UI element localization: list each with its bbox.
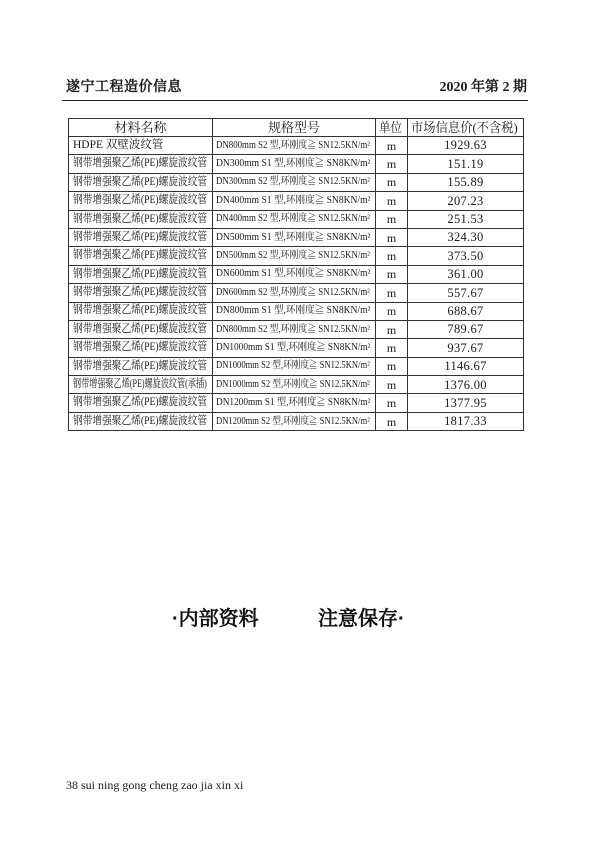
unit-cell <box>376 155 408 173</box>
material-name-cell <box>69 357 213 375</box>
price-cell <box>408 137 524 155</box>
material-name-cell-text: 钢带增强聚乙烯(PE)螺旋波纹管(承插) <box>73 378 207 391</box>
spec-cell <box>213 394 376 412</box>
price-cell <box>408 320 524 338</box>
material-name-cell <box>69 302 213 320</box>
spec-cell-text: DN600mm S1 型,环刚度≧ SN8KN/m² <box>216 268 371 280</box>
table-row <box>69 357 524 375</box>
spec-cell-text: DN1200mm S1 型,环刚度≧ SN8KN/m² <box>216 397 371 409</box>
spec-cell-text: DN400mm S2 型,环刚度≧ SN12.5KN/m² <box>216 213 370 225</box>
unit-cell <box>376 265 408 283</box>
table-body <box>69 137 524 431</box>
table-row <box>69 247 524 265</box>
material-name-cell-text: 钢带增强聚乙烯(PE)螺旋波纹管 <box>73 230 208 243</box>
price-cell <box>408 173 524 191</box>
unit-cell-text: m <box>386 230 397 245</box>
material-name-cell-text: 钢带增强聚乙烯(PE)螺旋波纹管 <box>73 249 208 262</box>
price-cell-text: 1146.67 <box>444 359 487 374</box>
spec-cell <box>213 210 376 228</box>
material-name-cell-text: 钢带增强聚乙烯(PE)螺旋波纹管 <box>73 322 208 335</box>
price-cell-text: 1376.00 <box>444 377 487 392</box>
column-header-material-name <box>69 119 213 137</box>
spec-cell-text: DN600mm S2 型,环刚度≧ SN12.5KN/m² <box>216 286 370 298</box>
price-table <box>68 118 524 431</box>
material-name-cell <box>69 155 213 173</box>
unit-cell-text: m <box>386 414 397 429</box>
unit-cell-text: m <box>386 193 397 208</box>
column-header-label: 材料名称 <box>114 120 167 135</box>
price-cell-text: 1929.63 <box>444 138 487 153</box>
unit-cell-text: m <box>386 285 397 300</box>
price-cell-text: 251.53 <box>447 212 484 226</box>
material-name-cell <box>69 394 213 412</box>
price-cell-text: 1817.33 <box>444 414 487 429</box>
spec-cell <box>213 173 376 191</box>
column-header-spec <box>213 119 376 137</box>
material-name-cell-text: 钢带增强聚乙烯(PE)螺旋波纹管 <box>73 304 208 317</box>
spec-cell-text: DN300mm S2 型,环刚度≧ SN12.5KN/m² <box>216 176 370 188</box>
spec-cell <box>213 192 376 210</box>
table-header-row <box>69 119 524 137</box>
price-cell <box>408 394 524 412</box>
material-name-cell-text: HDPE 双壁波纹管 <box>73 138 164 151</box>
table-row <box>69 192 524 210</box>
unit-cell <box>376 394 408 412</box>
unit-cell-text: m <box>386 359 397 374</box>
price-cell-text: 557.67 <box>447 285 484 300</box>
spec-cell <box>213 320 376 338</box>
price-cell-text: 1377.95 <box>444 395 487 410</box>
material-name-cell-text: 钢带增强聚乙烯(PE)螺旋波纹管 <box>73 359 208 372</box>
spec-cell <box>213 284 376 302</box>
material-name-cell <box>69 320 213 338</box>
publication-title: 遂宁工程造价信息 <box>66 78 182 94</box>
table-row <box>69 412 524 430</box>
spec-cell <box>213 155 376 173</box>
unit-cell <box>376 320 408 338</box>
table-row <box>69 284 524 302</box>
spec-cell-text: DN1000mm S1 型,环刚度≧ SN8KN/m² <box>216 341 371 353</box>
material-name-cell-text: 钢带增强聚乙烯(PE)螺旋波纹管 <box>73 175 208 188</box>
material-name-cell <box>69 412 213 430</box>
material-name-cell-text: 钢带增强聚乙烯(PE)螺旋波纹管 <box>73 267 208 280</box>
price-cell-text: 155.89 <box>447 175 484 190</box>
unit-cell <box>376 339 408 357</box>
unit-cell <box>376 302 408 320</box>
material-name-cell-text: 钢带增强聚乙烯(PE)螺旋波纹管 <box>73 212 208 225</box>
column-header-label: 单位 <box>379 120 403 135</box>
table-row <box>69 376 524 394</box>
material-name-cell-text: 钢带增强聚乙烯(PE)螺旋波纹管 <box>73 414 208 427</box>
spec-cell-text: DN300mm S1 型,环刚度≧ SN8KN/m² <box>216 158 371 170</box>
price-cell <box>408 284 524 302</box>
material-name-cell-text: 钢带增强聚乙烯(PE)螺旋波纹管 <box>73 157 208 170</box>
spec-cell <box>213 137 376 155</box>
spec-cell <box>213 265 376 283</box>
page-footer: 38 sui ning gong cheng zao jia xin xi <box>66 778 244 792</box>
table-row <box>69 228 524 246</box>
unit-cell-text: m <box>386 377 397 392</box>
price-cell-text: 789.67 <box>447 322 484 337</box>
table-row <box>69 302 524 320</box>
material-name-cell <box>69 376 213 394</box>
price-cell-text: 151.19 <box>447 156 484 171</box>
material-name-cell <box>69 284 213 302</box>
material-name-cell <box>69 173 213 191</box>
table-row <box>69 137 524 155</box>
unit-cell <box>376 173 408 191</box>
price-cell-text: 937.67 <box>447 340 484 355</box>
table-row <box>69 173 524 191</box>
spec-cell <box>213 228 376 246</box>
spec-cell-text: DN1000mm S2 型,环刚度≧ SN12.5KN/m² <box>216 360 370 372</box>
price-cell <box>408 357 524 375</box>
price-cell-text: 373.50 <box>447 248 484 263</box>
unit-cell <box>376 192 408 210</box>
spec-cell-text: DN800mm S2 型,环刚度≧ SN12.5KN/m² <box>216 323 370 335</box>
price-cell <box>408 210 524 228</box>
price-cell <box>408 302 524 320</box>
column-header-price <box>408 119 524 137</box>
price-cell <box>408 228 524 246</box>
material-name-cell-text: 钢带增强聚乙烯(PE)螺旋波纹管 <box>73 396 208 409</box>
unit-cell-text: m <box>386 322 397 337</box>
price-cell-text: 324.30 <box>447 230 484 245</box>
notice-internal-material: ·内部资料 <box>172 608 259 630</box>
material-name-cell-text: 钢带增强聚乙烯(PE)螺旋波纹管 <box>73 341 208 354</box>
unit-cell <box>376 137 408 155</box>
price-cell <box>408 376 524 394</box>
spec-cell <box>213 357 376 375</box>
unit-cell <box>376 228 408 246</box>
spec-cell-text: DN400mm S1 型,环刚度≧ SN8KN/m² <box>216 194 371 206</box>
table-row <box>69 394 524 412</box>
spec-cell <box>213 302 376 320</box>
price-cell-text: 207.23 <box>447 193 484 208</box>
material-name-cell <box>69 192 213 210</box>
price-cell <box>408 155 524 173</box>
price-cell <box>408 192 524 210</box>
price-cell <box>408 412 524 430</box>
spec-cell-text: DN1200mm S2 型,环刚度≧ SN12.5KN/m² <box>216 415 370 427</box>
unit-cell-text: m <box>386 304 397 319</box>
material-name-cell <box>69 228 213 246</box>
material-name-cell <box>69 339 213 357</box>
unit-cell-text: m <box>386 340 397 355</box>
unit-cell <box>376 210 408 228</box>
table-row <box>69 210 524 228</box>
table-row <box>69 339 524 357</box>
material-name-cell <box>69 265 213 283</box>
unit-cell-text: m <box>386 396 397 411</box>
unit-cell-text: m <box>386 175 397 190</box>
table-header <box>69 119 524 137</box>
material-name-cell <box>69 137 213 155</box>
spec-cell <box>213 247 376 265</box>
table-row <box>69 155 524 173</box>
price-cell-text: 688.67 <box>447 303 484 318</box>
unit-cell <box>376 284 408 302</box>
spec-cell <box>213 376 376 394</box>
spec-cell-text: DN500mm S2 型,环刚度≧ SN12.5KN/m² <box>216 250 370 262</box>
spec-cell-text: DN1000mm S2 型,环刚度≧ SN12.5KN/m² <box>216 378 370 390</box>
material-name-cell <box>69 210 213 228</box>
unit-cell-text: m <box>386 267 397 282</box>
column-header-label: 市场信息价(不含税) <box>411 120 518 135</box>
material-name-cell-text: 钢带增强聚乙烯(PE)螺旋波纹管 <box>73 194 208 207</box>
price-cell-text: 361.00 <box>447 267 484 282</box>
unit-cell-text: m <box>386 138 397 153</box>
spec-cell <box>213 412 376 430</box>
issue-number: 2020 年第 2 期 <box>439 80 527 95</box>
unit-cell-text: m <box>386 212 397 227</box>
spec-cell-text: DN800mm S2 型,环刚度≧ SN12.5KN/m² <box>216 139 370 151</box>
price-cell <box>408 247 524 265</box>
unit-cell-text: m <box>386 157 397 172</box>
column-header-unit <box>376 119 408 137</box>
table-row <box>69 320 524 338</box>
unit-cell-text: m <box>386 249 397 264</box>
price-cell <box>408 339 524 357</box>
price-cell <box>408 265 524 283</box>
notice-keep-safe: 注意保存· <box>318 608 405 630</box>
unit-cell <box>376 247 408 265</box>
unit-cell <box>376 376 408 394</box>
table-row <box>69 265 524 283</box>
spec-cell-text: DN800mm S1 型,环刚度≧ SN8KN/m² <box>216 305 371 317</box>
spec-cell <box>213 339 376 357</box>
column-header-label: 规格型号 <box>267 120 320 135</box>
unit-cell <box>376 357 408 375</box>
header-divider <box>62 100 528 101</box>
spec-cell-text: DN500mm S1 型,环刚度≧ SN8KN/m² <box>216 231 371 243</box>
material-name-cell <box>69 247 213 265</box>
unit-cell <box>376 412 408 430</box>
material-name-cell-text: 钢带增强聚乙烯(PE)螺旋波纹管 <box>73 286 208 299</box>
